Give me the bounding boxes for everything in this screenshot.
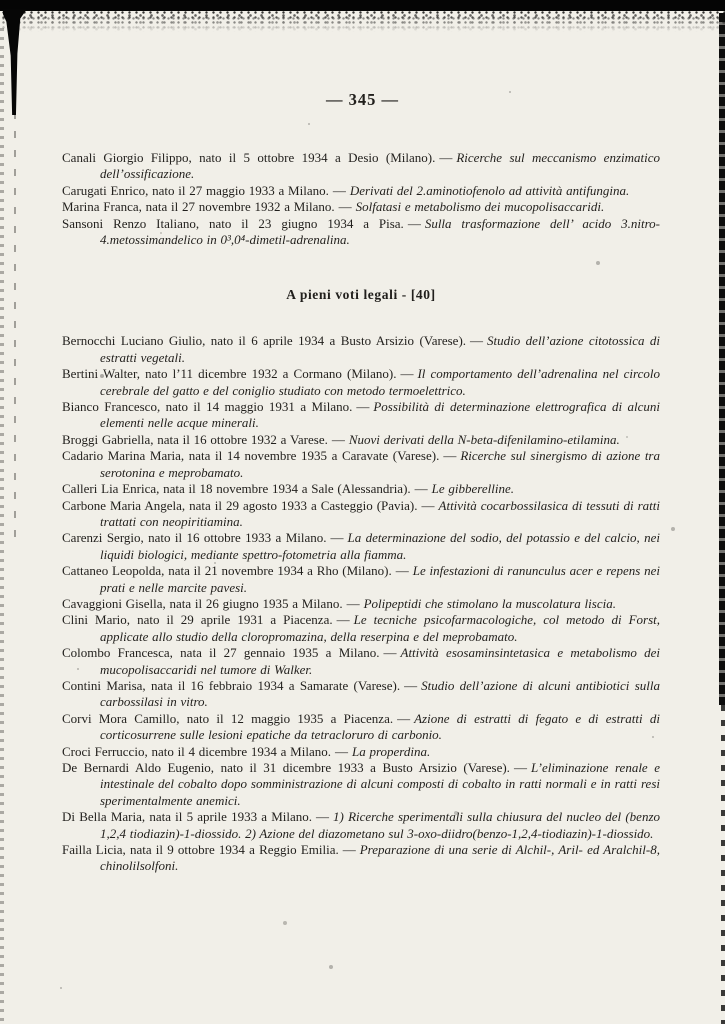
- scan-artifact-left-edge: [0, 28, 4, 1024]
- em-dash: —: [330, 530, 344, 546]
- laureates-list-main: [62, 333, 660, 874]
- scan-artifact-top-band: [0, 0, 725, 11]
- entry-name-text: Cavaggioni Gisella, nata il 26 giugno 1935 a Milano.: [62, 595, 343, 611]
- entry-thesis-title: Azione di estratti di fegato e di estratti di corticosurrene sulle lesioni epatiche da tetracloruro di carbonio.: [100, 710, 660, 743]
- entry-thesis-title: Studio dell’azione di alcuni antibiotici sulla carbossilasi in vitro.: [100, 677, 660, 710]
- em-dash: —: [470, 333, 484, 349]
- entry-name-text: Carugati Enrico, nato il 27 maggio 1933 a Milano.: [62, 182, 329, 198]
- em-dash: —: [513, 760, 527, 775]
- laureate-entry: [62, 183, 660, 199]
- entry-thesis-title: Derivati del 2.aminotiofenolo ad attività antifungina.: [349, 182, 630, 198]
- laureate-entry: [62, 432, 660, 448]
- entry-name-text: Cadario Marina Maria, nata il 14 novembre 1935 a Caravate (Varese).: [62, 448, 440, 464]
- laureate-entry: [62, 366, 660, 399]
- laureate-entry: [62, 809, 660, 842]
- entry-name-text: Marina Franca, nata il 27 novembre 1932 a Milano.: [62, 199, 335, 215]
- laureate-entry: [62, 333, 660, 366]
- entry-thesis-title: Attività esosaminsintetasica e metabolismo dei mucopolisaccaridi nel tumore di Walker.: [100, 645, 660, 677]
- section-heading: A pieni voti legali - [40]: [286, 287, 436, 303]
- page-body: [62, 150, 660, 875]
- em-dash: —: [439, 150, 453, 165]
- laureate-entry: [62, 199, 660, 215]
- entry-name-text: Bernocchi Luciano Giulio, nato il 6 aprile 1934 a Busto Arsizio (Varese).: [62, 333, 467, 349]
- entry-thesis-title: Nuovi derivati della N-beta-difenilamino-etilamina.: [348, 431, 620, 447]
- em-dash: —: [414, 481, 428, 497]
- entry-thesis-title: Sulla trasformazione dell’ acido 3.nitro-4.metossimandelico in 0³,0⁴-dimetil-adrenalina.: [100, 215, 660, 248]
- entry-thesis-title: Le tecniche psicofarmacologiche, col metodo di Forst, applicate allo studio della cloropromazina, della reserpina e del meprobamato.: [100, 612, 661, 644]
- em-dash: —: [383, 645, 397, 661]
- entry-name-text: Corvi Mora Camillo, nato il 12 maggio 1935 a Piacenza.: [62, 710, 394, 726]
- em-dash: —: [342, 842, 356, 858]
- laureate-entry: [62, 711, 660, 744]
- entry-thesis-title: Le infestazioni di ranunculus acer e repens nei prati e nelle marcite pavesi.: [100, 563, 660, 595]
- entry-thesis-title: Possibilità di determinazione elettrografica di alcuni elementi nelle acque minerali.: [100, 399, 660, 431]
- em-dash: —: [356, 399, 370, 415]
- scan-artifact-left-line: [14, 112, 16, 542]
- entry-thesis-title: Le gibberelline.: [431, 481, 514, 497]
- em-dash: —: [400, 366, 414, 382]
- em-dash: —: [395, 563, 409, 579]
- scan-artifact-right-strip: [719, 13, 725, 705]
- entry-name-text: Failla Licia, nata il 9 ottobre 1934 a Reggio Emilia.: [62, 842, 339, 858]
- em-dash: —: [334, 743, 348, 759]
- laureate-entry: [62, 760, 660, 809]
- entry-name-text: Bianco Francesco, nato il 14 maggio 1931 a Milano.: [62, 399, 353, 415]
- entry-thesis-title: L’eliminazione renale e intestinale del cobalto dopo somministrazione di alcuni composti di cobalto in ratti normali e in ratti resi sperimentalmente anemici.: [100, 760, 660, 808]
- scan-artifact-right-strip-lower: [721, 705, 725, 1024]
- laureate-entry: [62, 448, 660, 481]
- entry-thesis-title: Studio dell’azione citotossica di estratti vegetali.: [100, 333, 660, 365]
- entry-thesis-title: Attività cocarbossilasica di tessuti di ratti trattati con neopiritiamina.: [100, 497, 660, 529]
- page-number: — 345 —: [326, 90, 399, 109]
- em-dash: —: [404, 677, 418, 693]
- entry-thesis-title: La determinazione del sodio, del potassio e del calcio, nei liquidi biologici, mediante spettro-fotometria alla fiamma.: [100, 530, 660, 562]
- scan-artifact-top-noise: [0, 10, 725, 32]
- entry-name-text: Croci Ferruccio, nato il 4 dicembre 1934 a Milano.: [62, 743, 331, 759]
- laureate-entry: [62, 645, 660, 678]
- laureate-entry: [62, 612, 660, 645]
- em-dash: —: [346, 595, 360, 611]
- entry-thesis-title: La properdina.: [351, 743, 431, 759]
- em-dash: —: [421, 497, 435, 513]
- em-dash: —: [443, 448, 457, 464]
- laureate-entry: [62, 842, 660, 875]
- entry-name-text: Sansoni Renzo Italiano, nato il 23 giugno 1934 a Pisa.: [62, 215, 404, 231]
- entry-name-text: Calleri Lia Enrica, nata il 18 novembre 1934 a Sale (Alessandria).: [62, 481, 411, 497]
- em-dash: —: [316, 809, 330, 825]
- entry-thesis-title: 1) Ricerche sperimentali sulla chiusura del nucleo del (benzo 1,2,4 tiodiazin)-1-diossido. 2) Azione del diazometano sul 3-oxo-diidro(benzo-1,2,4-tiodiazin)-1-diossido.: [100, 809, 661, 841]
- laureate-entry: [62, 530, 660, 563]
- laureate-entry: [62, 216, 660, 249]
- laureates-list-top: [62, 150, 660, 248]
- entry-thesis-title: Ricerche sul sinergismo di azione tra serotonina e meprobamato.: [100, 448, 660, 480]
- em-dash: —: [338, 199, 352, 215]
- entry-name-text: Carenzi Sergio, nato il 16 ottobre 1933 a Milano.: [62, 530, 327, 546]
- entry-thesis-title: Ricerche sul meccanismo enzimatico dell’ossificazione.: [100, 150, 660, 182]
- entry-name-text: Di Bella Maria, nata il 5 aprile 1933 a Milano.: [62, 809, 313, 825]
- entry-name-text: Cattaneo Leopolda, nata il 21 novembre 1934 a Rho (Milano).: [62, 563, 392, 579]
- laureate-entry: [62, 678, 660, 711]
- entry-name-text: De Bernardi Aldo Eugenio, nato il 31 dicembre 1933 a Busto Arsizio (Varese).: [62, 760, 510, 775]
- entry-name-text: Contini Marisa, nata il 16 febbraio 1934 a Samarate (Varese).: [62, 677, 401, 693]
- entry-name-text: Broggi Gabriella, nata il 16 ottobre 1932 a Varese.: [62, 431, 328, 447]
- entry-thesis-title: Il comportamento dell’adrenalina nel circolo cerebrale del gatto e del coniglio studiato con metodo termoelettrico.: [100, 366, 660, 398]
- entry-name-text: Clini Mario, nato il 29 aprile 1931 a Piacenza.: [62, 612, 333, 628]
- em-dash: —: [407, 215, 421, 231]
- em-dash: —: [331, 431, 345, 447]
- laureate-entry: [62, 150, 660, 183]
- entry-thesis-title: Solfatasi e metabolismo dei mucopolisaccaridi.: [355, 199, 605, 215]
- entry-name-text: Canali Giorgio Filippo, nato il 5 ottobre 1934 a Desio (Milano).: [62, 150, 436, 165]
- laureate-entry: [62, 399, 660, 432]
- entry-name-text: Bertini Walter, nato l’11 dicembre 1932 a Cormano (Milano).: [62, 366, 397, 382]
- entry-name-text: Colombo Francesca, nata il 27 gennaio 1935 a Milano.: [62, 645, 380, 661]
- laureate-entry: [62, 744, 660, 760]
- em-dash: —: [397, 710, 411, 726]
- laureate-entry: [62, 481, 660, 497]
- entry-thesis-title: Polipeptidi che stimolano la muscolatura liscia.: [363, 595, 616, 611]
- laureate-entry: [62, 498, 660, 531]
- em-dash: —: [336, 612, 350, 628]
- em-dash: —: [332, 182, 346, 198]
- entry-name-text: Carbone Maria Angela, nata il 29 agosto 1933 a Casteggio (Pavia).: [62, 497, 418, 513]
- laureate-entry: [62, 563, 660, 596]
- entry-thesis-title: Preparazione di una serie di Alchil-, Aril- ed Aralchil-8, chinolilsolfoni.: [100, 842, 660, 874]
- laureate-entry: [62, 596, 660, 612]
